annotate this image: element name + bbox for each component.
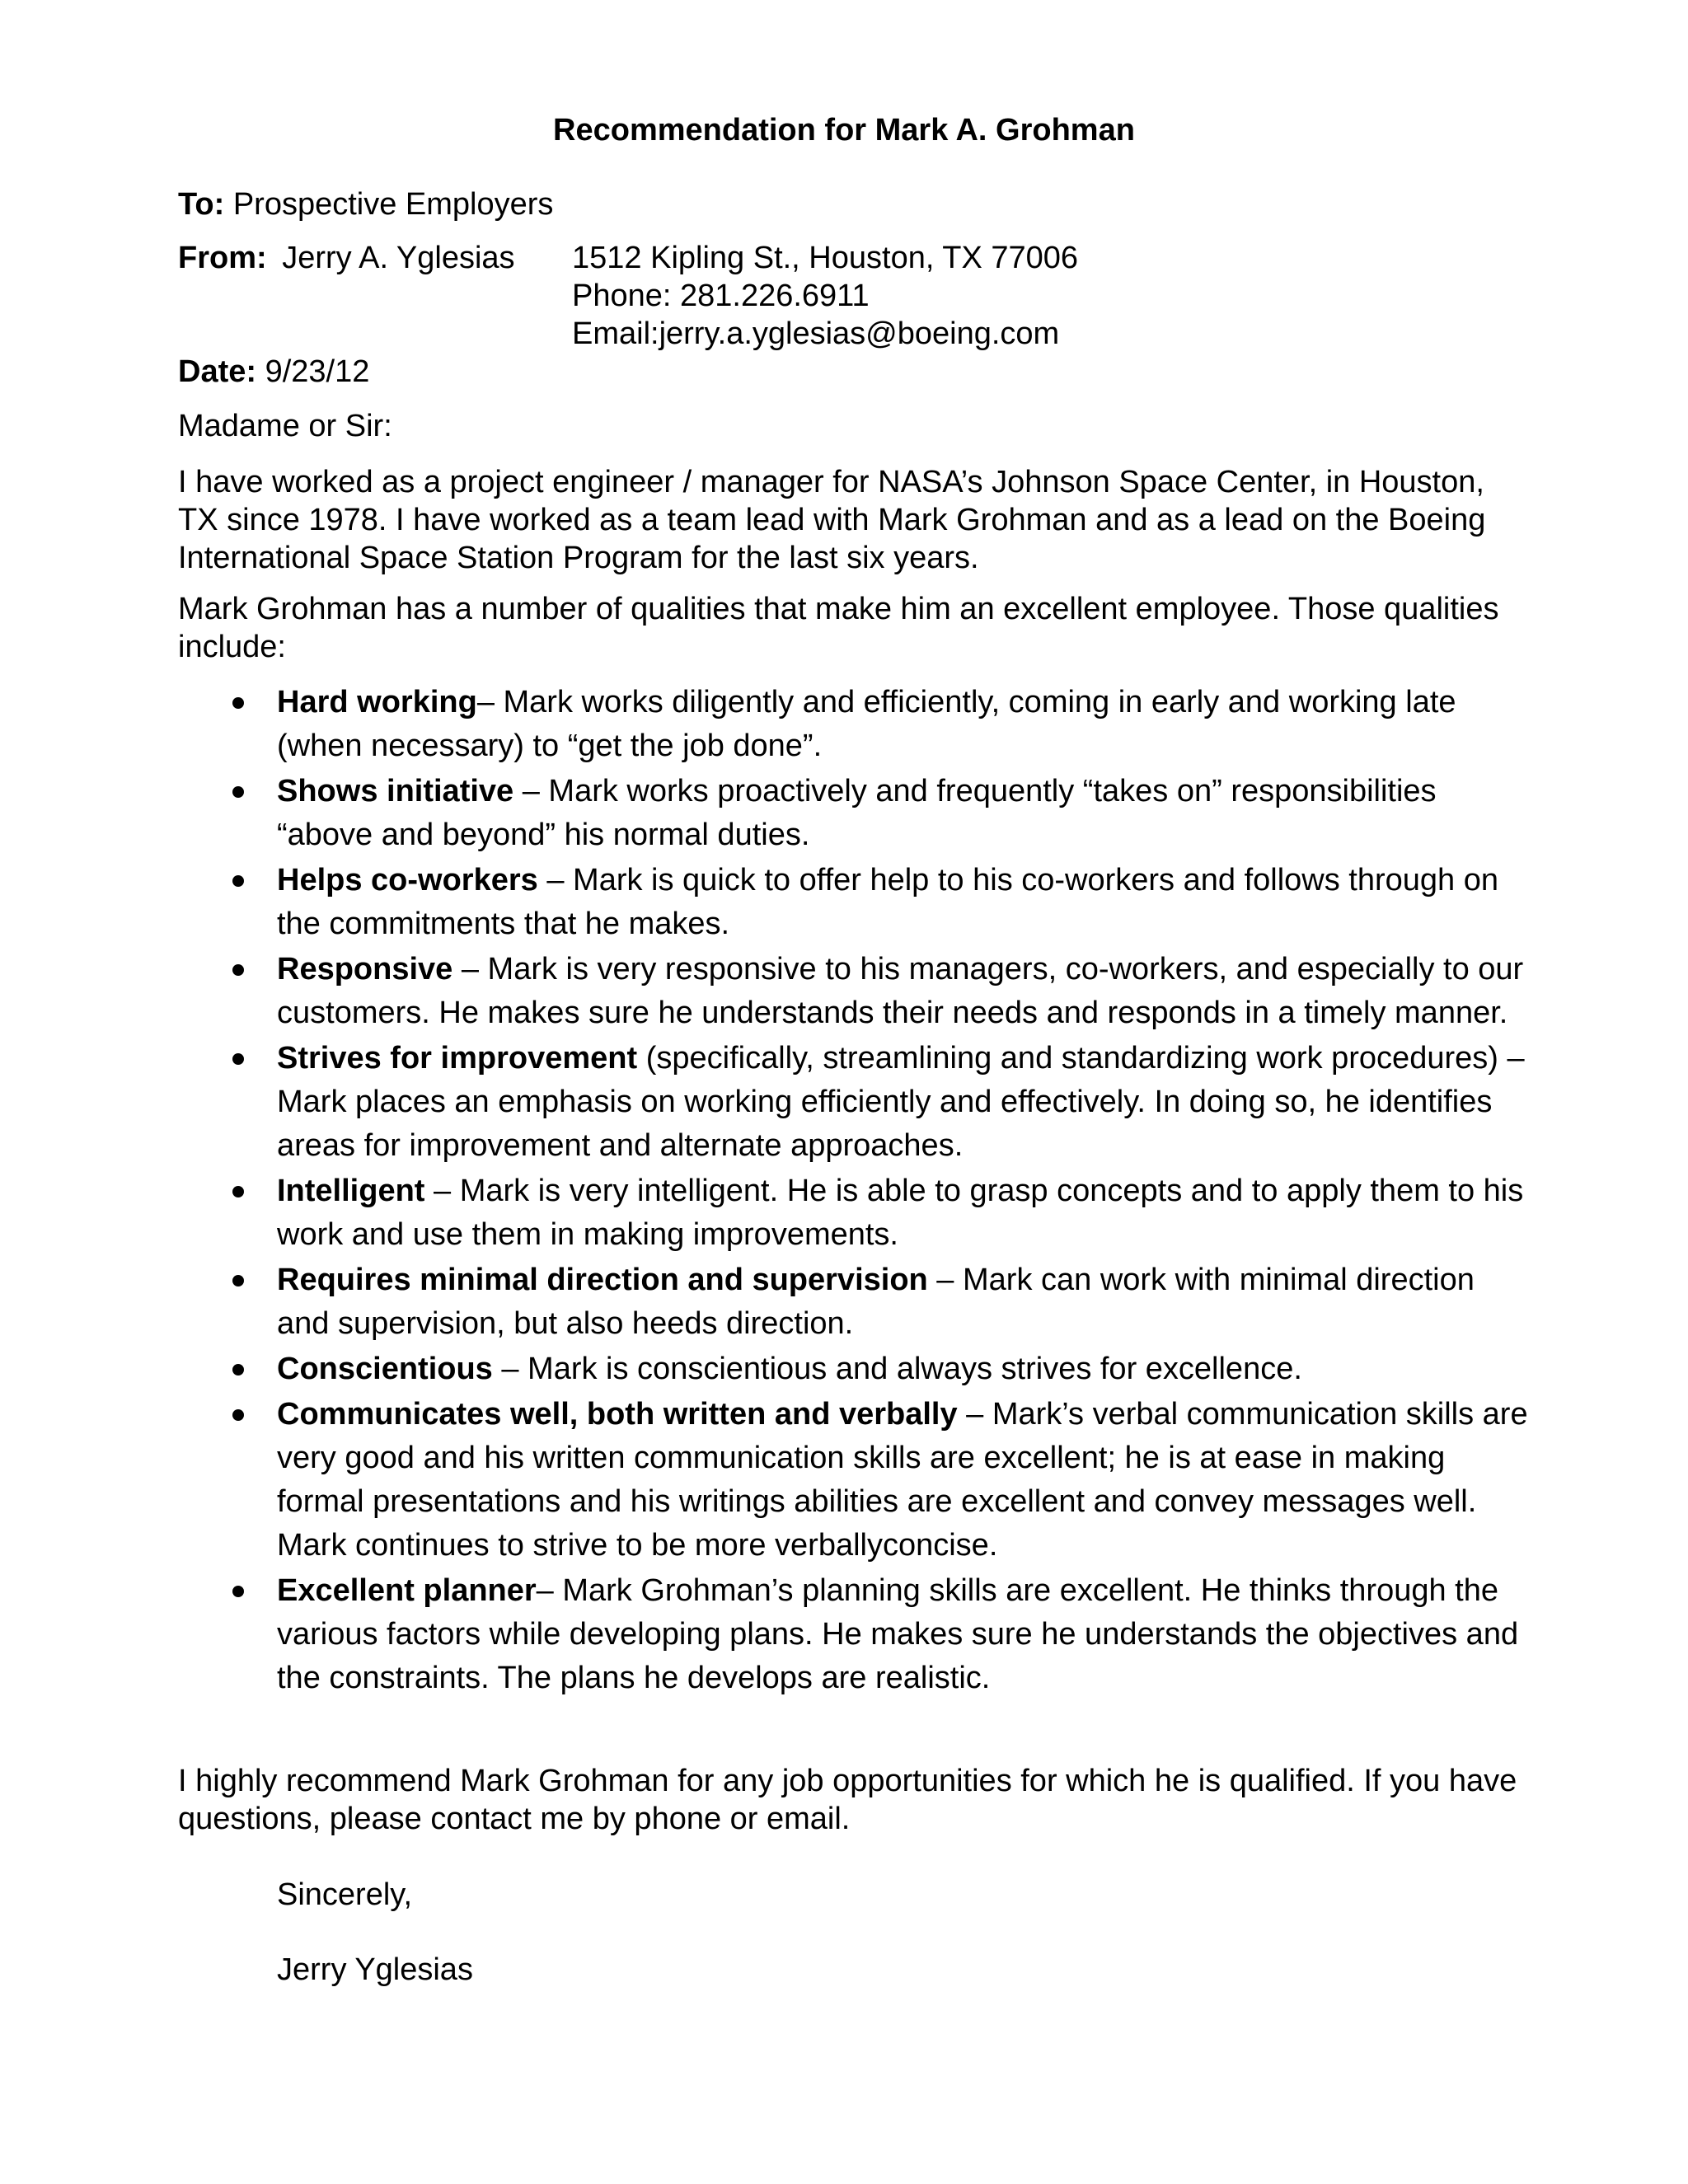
date-line [178,353,369,391]
closing-paragraph-text: I highly recommend Mark Grohman for any job opportunities for which he is qualified. If you have questions, please contact me by phone or email. [178,1764,1517,1836]
to-value: Prospective Employers [232,187,554,222]
quality-title: Excellent planner [277,1573,537,1608]
sender-phone: Phone: 281.226.6911 [572,279,870,313]
quality-title: Communicates well, both written and verbally [277,1397,958,1432]
bullet-icon [232,1586,244,1597]
sign-off: Sincerely, [277,1877,413,1912]
quality-text: – Mark can work with minimal direction and supervision, but also heeds direction. [277,1263,1475,1341]
bullet-icon [232,1364,244,1376]
list-item [178,859,1530,946]
quality-title: Strives for improvement [277,1041,638,1076]
quality-text: – Mark is conscientious and always strives for excellence. [492,1352,1302,1386]
quality-text: – Mark works proactively and frequently “takes on” responsibilities “above and beyond” his normal duties. [277,774,1437,852]
quality-text: – Mark is very responsive to his managers, co-workers, and especially to our customers. He makes sure he understands their needs and responds in a timely manner. [277,952,1524,1030]
bullet-icon [232,1275,244,1286]
quality-text: – Mark works diligently and efficiently, coming in early and working late (when necessary) to “get the job done”. [277,685,1456,763]
quality-title: Requires minimal direction and supervision [277,1263,928,1297]
list-item [178,770,1530,857]
list-item [178,1393,1530,1568]
to-line [178,185,553,223]
sender-address: 1512 Kipling St., Houston, TX 77006 [572,241,1079,275]
bullet-icon [232,1409,244,1421]
document-title: Recommendation for Mark A. Grohman [553,113,1135,148]
list-item [178,1037,1530,1168]
bullet-icon [232,786,244,798]
quality-title: Shows initiative [277,774,514,808]
quality-title: Responsive [277,952,453,987]
from-line [178,239,515,277]
from-name: Jerry A. Yglesias [282,241,515,275]
bullet-icon [232,964,244,976]
bullet-icon [232,1186,244,1197]
list-item [178,1569,1530,1700]
closing-paragraph [178,1762,1530,1838]
to-label: To: [178,187,225,222]
quality-title: Hard working [277,685,477,719]
list-item [178,681,1530,768]
list-item [178,1258,1530,1346]
bullet-icon [232,697,244,709]
intro-paragraph-text: I have worked as a project engineer / manager for NASA’s Johnson Space Center, in Houston, TX since 1978. I have worked as a team lead with Mark Grohman and as a lead on the Boeing International Space Station Program for the last six years. [178,465,1486,575]
date-value: 9/23/12 [265,354,370,389]
quality-title: Intelligent [277,1174,425,1208]
quality-title: Helps co-workers [277,863,538,898]
quality-text: – Mark Grohman’s planning skills are excellent. He thinks through the various factors while developing plans. He makes sure he understands the objectives and the constraints. The plans he develops are realistic. [277,1573,1519,1695]
qualities-intro [178,590,1530,666]
qualities-list [178,681,1530,1702]
quality-title: Conscientious [277,1352,493,1386]
list-item [178,948,1530,1035]
list-item [178,1169,1530,1257]
salutation: Madame or Sir: [178,409,392,443]
bullet-icon [232,875,244,887]
quality-text: – Mark is very intelligent. He is able to grasp concepts and to apply them to his work and use them in making improvements. [277,1174,1524,1252]
intro-paragraph [178,463,1530,577]
quality-text: – Mark is quick to offer help to his co-workers and follows through on the commitments that he makes. [277,863,1498,941]
from-label: From: [178,241,267,275]
quality-text: – Mark’s verbal communication skills are very good and his written communication skills are excellent; he is at ease in making formal presentations and his writings abilities are excellent and convey messages well. Mark continues to strive to be more verballyconcise. [277,1397,1528,1563]
signature-name: Jerry Yglesias [277,1952,473,1987]
qualities-intro-text: Mark Grohman has a number of qualities that make him an excellent employee. Those qualities include: [178,592,1499,664]
list-item [178,1347,1530,1391]
date-label: Date: [178,354,257,389]
quality-text: (specifically, streamlining and standardizing work procedures) – Mark places an emphasis on working efficiently and effectively. In doing so, he identifies areas for improvement and alternate approaches. [277,1041,1525,1163]
sender-email: Email:jerry.a.yglesias@boeing.com [572,316,1060,351]
bullet-icon [232,1053,244,1065]
